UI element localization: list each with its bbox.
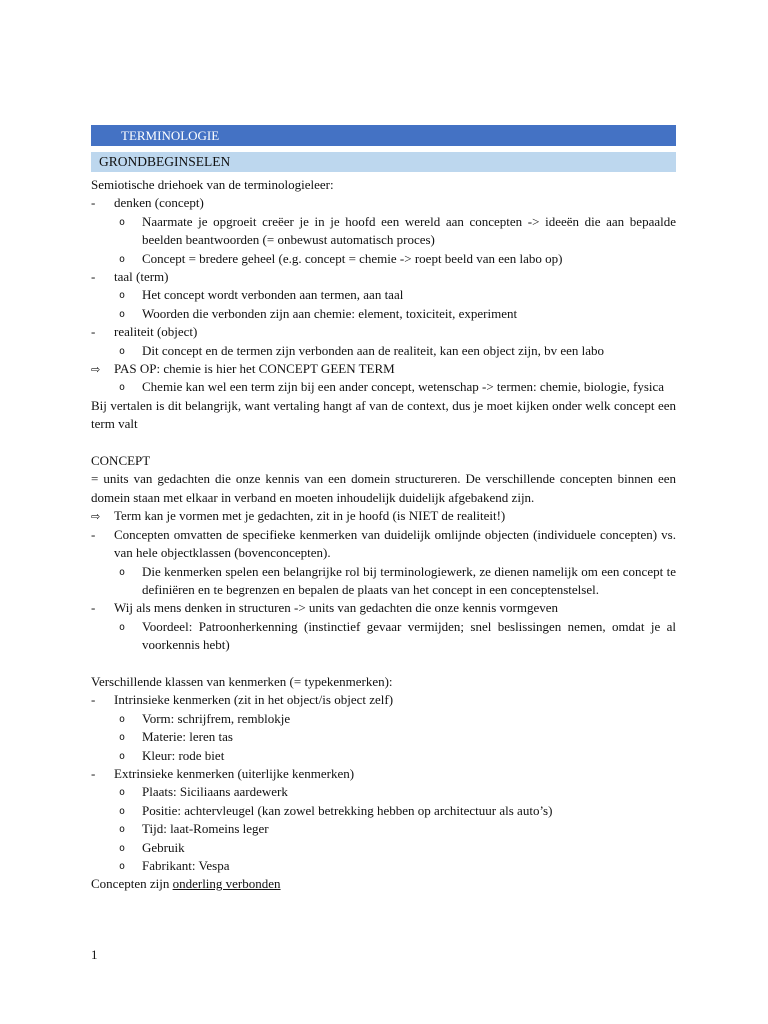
sub-bullet-item [91,802,676,820]
sub-bullet-item [91,783,676,801]
line-text: Concept = bredere geheel (e.g. concept = chemie -> roept beeld van een labo op) [142,250,563,266]
line-text: Vorm: schrijfrem, remblokje [142,710,291,726]
bullet-marker: o [119,713,126,725]
sub-bullet-item [91,563,676,600]
bullet-marker: o [119,382,126,394]
underlined-text: onderling verbonden [172,876,281,892]
paragraph [91,452,676,470]
bullet-marker: - [91,692,96,708]
line-text: Concepten zijn [91,876,173,892]
bullet-marker: o [119,345,126,357]
sub-bullet-item [91,250,676,268]
bullet-item [91,194,676,212]
line-text: Kleur: rode biet [142,747,225,763]
sub-bullet-item [91,378,676,396]
blank-line [91,434,676,452]
bullet-item [91,268,676,286]
bullet-marker: - [91,526,96,542]
heading-grondbeginselen: GRONDBEGINSELEN [91,152,676,172]
line-text: Naarmate je opgroeit creëer je in je hoofd een wereld aan concepten -> ideeën die aan bepaalde beelden beantwoorden (= onbewust automatisch proces) [142,213,676,248]
bullet-marker: o [119,308,126,320]
line-text: PAS OP: chemie is hier het CONCEPT GEEN TERM [114,361,395,377]
paragraph [91,397,676,434]
bullet-marker: o [119,732,126,744]
line-text: Chemie kan wel een term zijn bij een ander concept, wetenschap -> termen: chemie, biologie, fysica [142,379,665,395]
line-text: = units van gedachten die onze kennis van een domein structureren. De verschillende concepten binnen een domein staan met elkaar in verband en moeten inhoudelijk duidelijk afgebakend zijn. [91,471,676,505]
line-text: Woorden die verbonden zijn aan chemie: element, toxiciteit, experiment [142,305,518,321]
bullet-marker: o [119,566,126,578]
paragraph [91,875,676,893]
blank-line [91,655,676,673]
sub-bullet-item [91,820,676,838]
line-text: taal (term) [114,269,169,285]
line-text: denken (concept) [114,195,204,211]
bullet-marker: o [119,750,126,762]
line-text: Positie: achtervleugel (kan zowel betrekking hebben op architectuur als auto’s) [142,802,553,818]
sub-bullet-item [91,747,676,765]
bullet-marker: o [119,842,126,854]
bullet-marker: o [119,253,126,265]
sub-bullet-item [91,710,676,728]
paragraph [91,176,676,194]
line-text: Term kan je vormen met je gedachten, zit in je hoofd (is NIET de realiteit!) [114,508,506,524]
line-text: Semiotische driehoek van de terminologieleer: [91,177,334,192]
bullet-marker: o [119,621,126,633]
bullet-marker: o [119,290,126,302]
bullet-marker: - [91,765,96,781]
bullet-item [91,765,676,783]
bullet-item [91,526,676,563]
bullet-item [91,323,676,341]
line-text: Het concept wordt verbonden aan termen, aan taal [142,287,404,303]
line-text: Dit concept en de termen zijn verbonden aan de realiteit, kan een object zijn, bv een labo [142,342,605,358]
bullet-item [91,360,676,378]
line-text: Gebruik [142,839,185,855]
bullet-item [91,691,676,709]
bullet-marker: - [91,195,96,211]
bullet-item [91,599,676,617]
sub-bullet-item [91,342,676,360]
sub-bullet-item [91,857,676,875]
bullet-marker: o [119,861,126,872]
line-text: Materie: leren tas [142,729,233,745]
sub-bullet-item [91,286,676,304]
sub-bullet-item [91,618,676,655]
line-text: Fabrikant: Vespa [142,858,230,873]
sub-bullet-item [91,305,676,323]
arrow-bullet-icon: ⇨ [91,510,101,524]
bullet-marker: - [91,269,96,285]
bullet-marker: - [91,324,96,340]
line-text: CONCEPT [91,453,151,469]
line-text: Wij als mens denken in structuren -> units van gedachten die onze kennis vormgeven [114,600,558,616]
line-text: Verschillende klassen van kenmerken (= typekenmerken): [91,673,393,689]
line-text: Intrinsieke kenmerken (zit in het object/is object zelf) [114,692,394,708]
line-text: Bij vertalen is dit belangrijk, want vertaling hangt af van de context, dus je moet kijken onder welk concept een term valt [91,397,676,432]
line-text: Tijd: laat-Romeins leger [142,821,269,837]
sub-bullet-item [91,728,676,746]
sub-bullet-item [91,213,676,250]
paragraph [91,470,676,507]
bullet-marker: o [119,216,126,228]
page-content [91,125,676,894]
sub-bullet-item [91,839,676,857]
line-text: Voordeel: Patroonherkenning (instinctief gevaar vermijden; snel beslissingen nemen, omdat je al voorkennis hebt) [142,618,676,653]
bullet-marker: o [119,787,126,799]
bullet-marker: o [119,824,126,836]
bullet-item [91,507,676,525]
line-text: Extrinsieke kenmerken (uiterlijke kenmerken) [114,765,355,781]
page-number: 1 [91,947,98,962]
heading-terminologie: TERMINOLOGIE [91,125,676,146]
paragraph [91,673,676,691]
bullet-marker: o [119,805,126,817]
line-text: Concepten omvatten de specifieke kenmerken van duidelijk omlijnde objecten (individuele concepten) vs. van hele objectklassen (bovenconcepten). [114,526,676,561]
bullet-marker: - [91,600,96,616]
arrow-bullet-icon: ⇨ [91,363,101,377]
line-text: Die kenmerken spelen een belangrijke rol bij terminologiewerk, ze dienen namelijk om een concept te definiëren en te begrenzen en bepalen de plaats van het concept in een conceptenstelsel. [142,563,676,597]
body-text [91,176,676,894]
line-text: realiteit (object) [114,324,198,340]
line-text: Plaats: Siciliaans aardewerk [142,784,288,800]
